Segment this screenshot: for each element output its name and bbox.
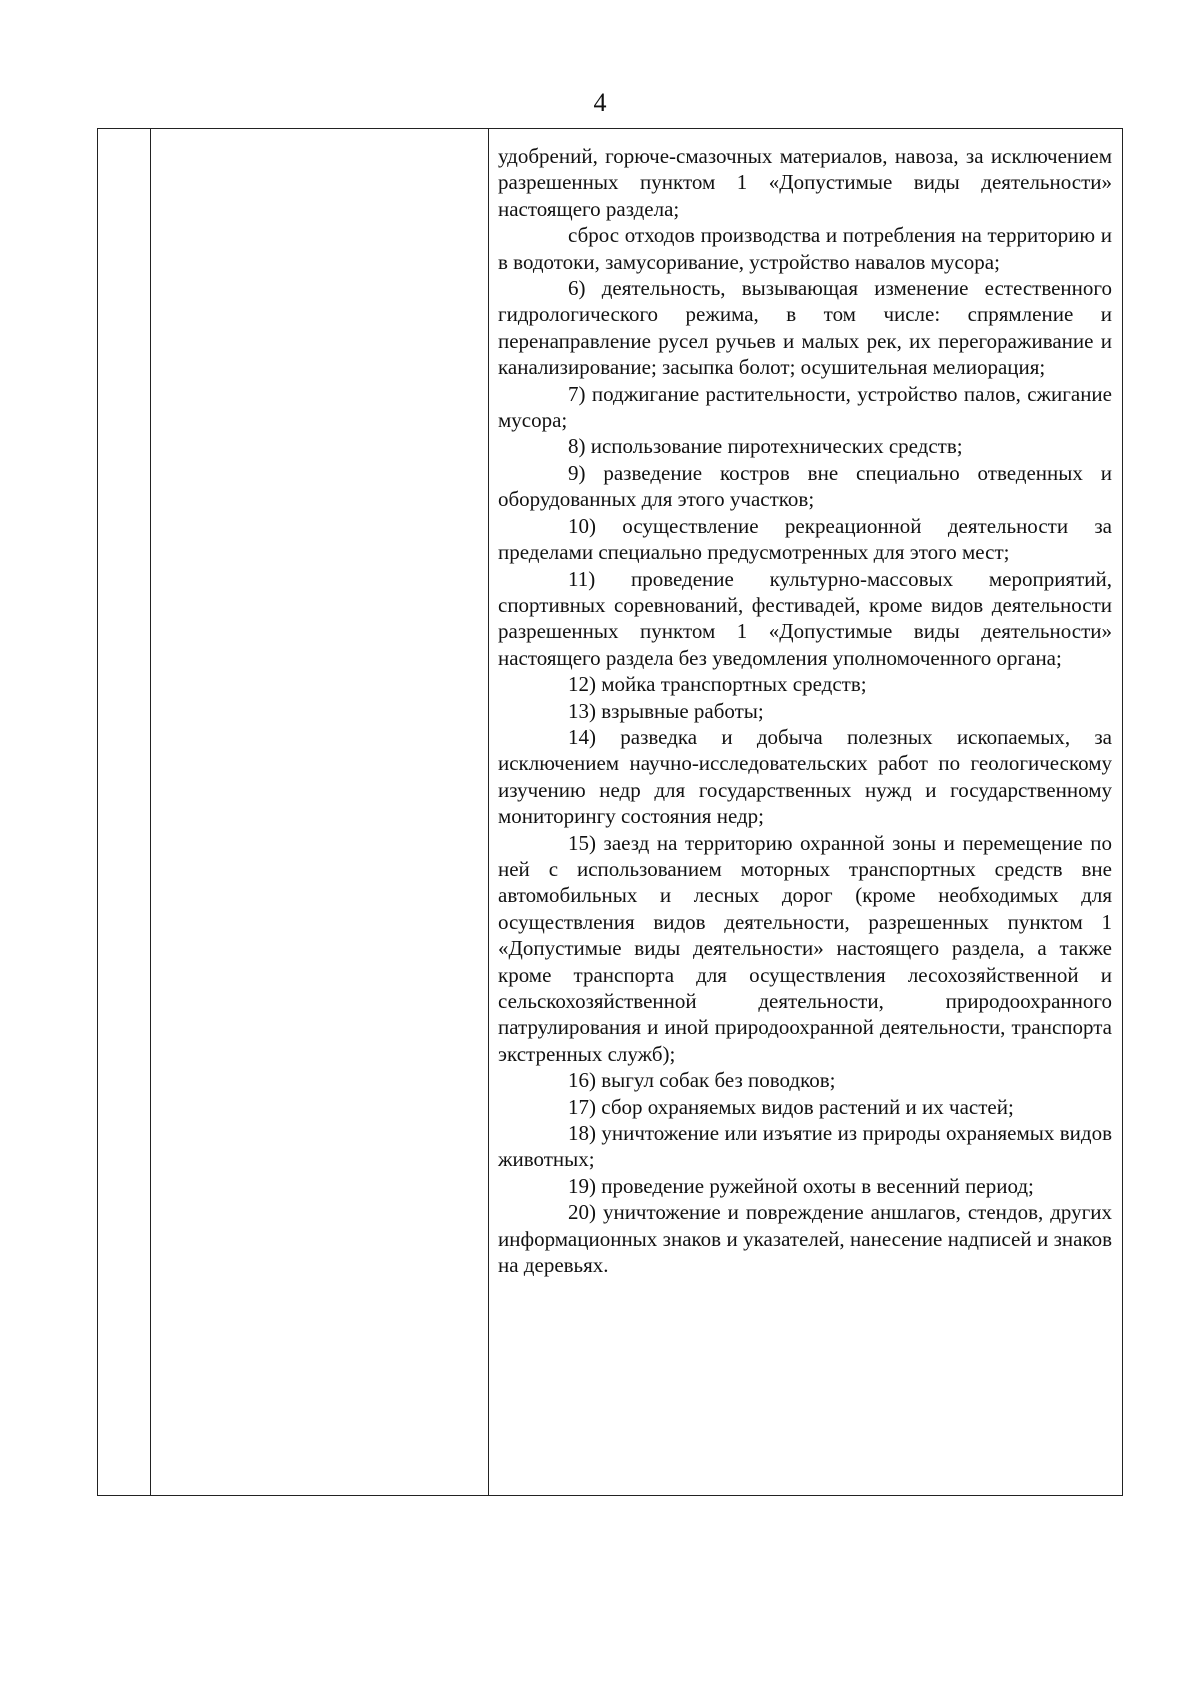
paragraph-item-18: 18) уничтожение или изъятие из природы охраняемых видов животных; bbox=[498, 1121, 1112, 1172]
paragraph-item-12: 12) мойка транспортных средств; bbox=[568, 672, 867, 697]
paragraph-item-11: 11) проведение культурно-массовых мероприятий, спортивных соревнований, фестивадей, кроме видов деятельности разрешенных пунктом 1 «Допустимые виды деятельности» настоящего раздела без уведомления уполномоченного органа; bbox=[498, 566, 1112, 670]
paragraph-item-15: 15) заезд на территорию охранной зоны и перемещение по ней с использованием моторных транспортных средств вне автомобильных и лесных дорог (кроме необходимых для осуществления видов деятельности, разрешенных пунктом 1 «Допустимые виды деятельности» настоящего раздела, а также кроме транспорта для осуществления лесохозяйственной и сельскохозяйственной деятельности, природоохранного патрулирования и иной природоохранной деятельности, транспорта экстренных служб); bbox=[498, 830, 1112, 1066]
paragraph-waste-discharge: сброс отходов производства и потребления на территорию и в водотоки, замусоривание, устройство навалов мусора; bbox=[498, 223, 1112, 274]
paragraph-item-7: 7) поджигание растительности, устройство палов, сжигание мусора; bbox=[498, 381, 1112, 433]
document-table bbox=[97, 128, 1123, 1496]
paragraph-item-16: 16) выгул собак без поводков; bbox=[568, 1068, 836, 1093]
table-text-cell bbox=[498, 143, 1112, 1278]
paragraph-item-10: 10) осуществление рекреационной деятельности за пределами специально предусмотренных для этого мест; bbox=[498, 513, 1112, 565]
paragraph-item-19: 19) проведение ружейной охоты в весенний период; bbox=[568, 1173, 1034, 1198]
paragraph-item-9: 9) разведение костров вне специально отведенных и оборудованных для этого участков; bbox=[498, 460, 1112, 512]
paragraph-item-14: 14) разведка и добыча полезных ископаемых, за исключением научно-исследовательских работ по геологическому изучению недр для государственных нужд и государственному мониторингу состояния недр; bbox=[498, 724, 1112, 829]
paragraph-item-17: 17) сбор охраняемых видов растений и их частей; bbox=[568, 1094, 1014, 1119]
page-number: 4 bbox=[593, 88, 607, 117]
paragraph-item-6: 6) деятельность, вызывающая изменение естественного гидрологического режима, в том числе: спрямление и перенаправление русел ручьев и малых рек, их перегораживание и канализирование; засыпка болот; осушительная мелиорация; bbox=[498, 276, 1112, 380]
column-divider-2 bbox=[488, 129, 489, 1495]
column-divider-1 bbox=[150, 129, 151, 1495]
paragraph-item-20: 20) уничтожение и повреждение аншлагов, стендов, других информационных знаков и указателей, нанесение надписей и знаков на деревьях. bbox=[498, 1200, 1112, 1278]
paragraph-item-8: 8) использование пиротехнических средств; bbox=[568, 434, 963, 459]
paragraph-item-13: 13) взрывные работы; bbox=[568, 698, 764, 723]
paragraph-continuation: удобрений, горюче-смазочных материалов, навоза, за исключением разрешенных пунктом 1 «Допустимые виды деятельности» настоящего раздела; bbox=[498, 144, 1112, 221]
